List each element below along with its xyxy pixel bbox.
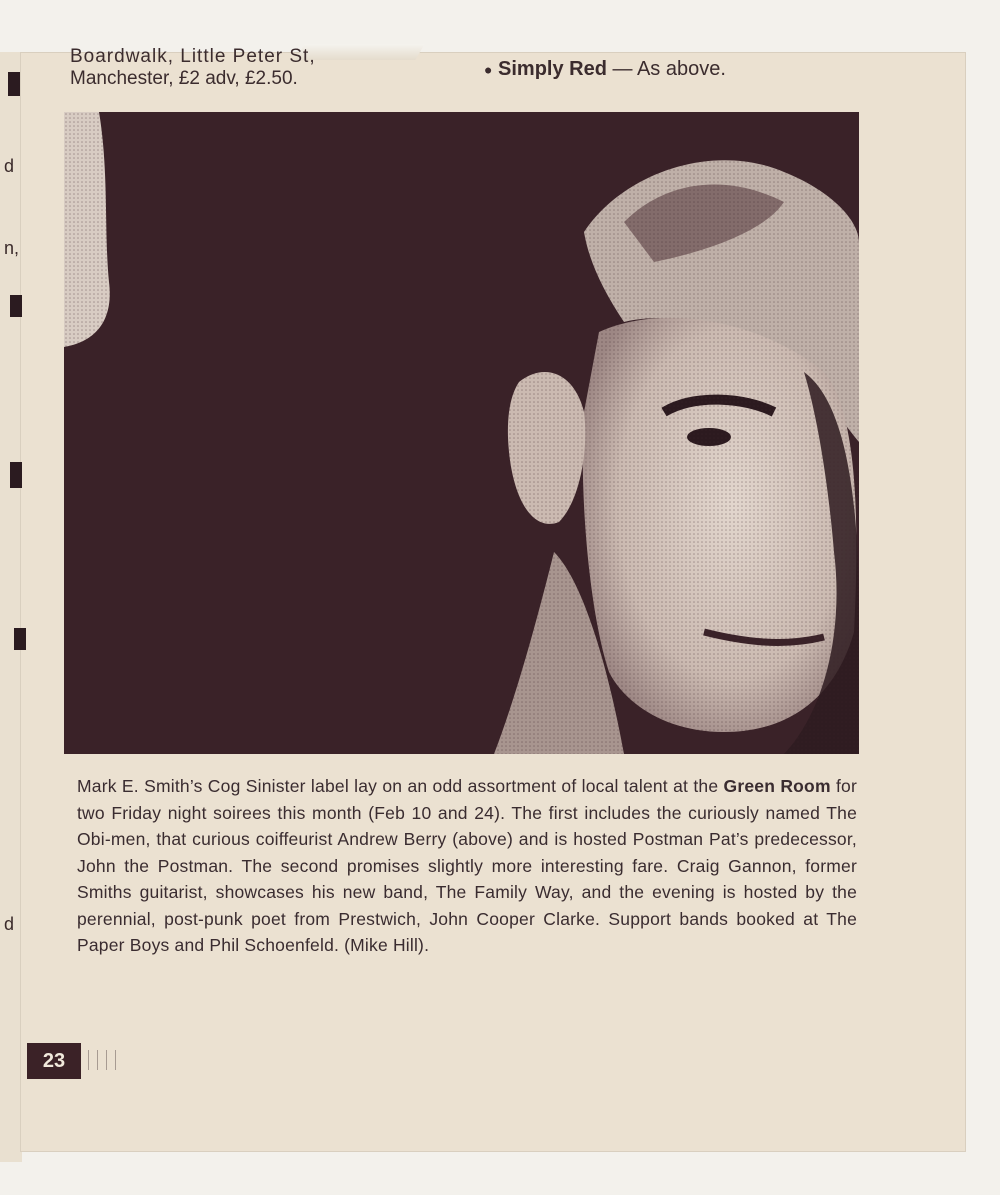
rule-mark [88,1050,89,1070]
margin-bar [10,462,22,488]
page-number: 23 [27,1043,81,1079]
torn-margin-strip [0,52,22,1162]
rule-mark [97,1050,98,1070]
margin-bar [10,295,22,317]
cut-off-listing-line: Boardwalk, Little Peter St, [70,46,316,67]
margin-letter: d [4,156,15,176]
rule-mark [106,1050,107,1070]
margin-letter: n, [4,238,20,258]
caption-text-part2: for two Friday night soirees this month (Feb 10 and 24). The first includes the curiously named The Obi-men, that curious coiffeurist Andrew Berry (above) and is hosted Postman Pat’s predecessor, John the Postman. The second promises slightly more interesting fare. Craig Gannon, former Smiths guitarist, showcases his new band, The Family Way, and the evening is hosted by the perennial, post-punk poet from Prestwich, John Cooper Clarke. Support bands booked at The Paper Boys and Phil Schoenfeld. (Mike Hill). [77,776,857,955]
listing-note: — As above. [612,58,726,80]
margin-bar [8,72,20,96]
listing-band-name: Simply Red [498,58,607,80]
portrait-photo [64,112,859,754]
margin-bar [14,628,26,650]
rule-mark [115,1050,116,1070]
venue-name: Green Room [723,776,831,796]
page-rule-marks [88,1050,116,1070]
margin-letter: d [4,914,15,934]
article-caption [77,773,857,959]
bullet-icon: ● [484,61,493,78]
caption-text-part1: Mark E. Smith’s Cog Sinister label lay on an odd assortment of local talent at the [77,776,724,796]
listing-price-line: Manchester, £2 adv, £2.50. [70,68,298,89]
portrait-illustration [64,112,859,754]
listing-simply-red [484,58,726,81]
